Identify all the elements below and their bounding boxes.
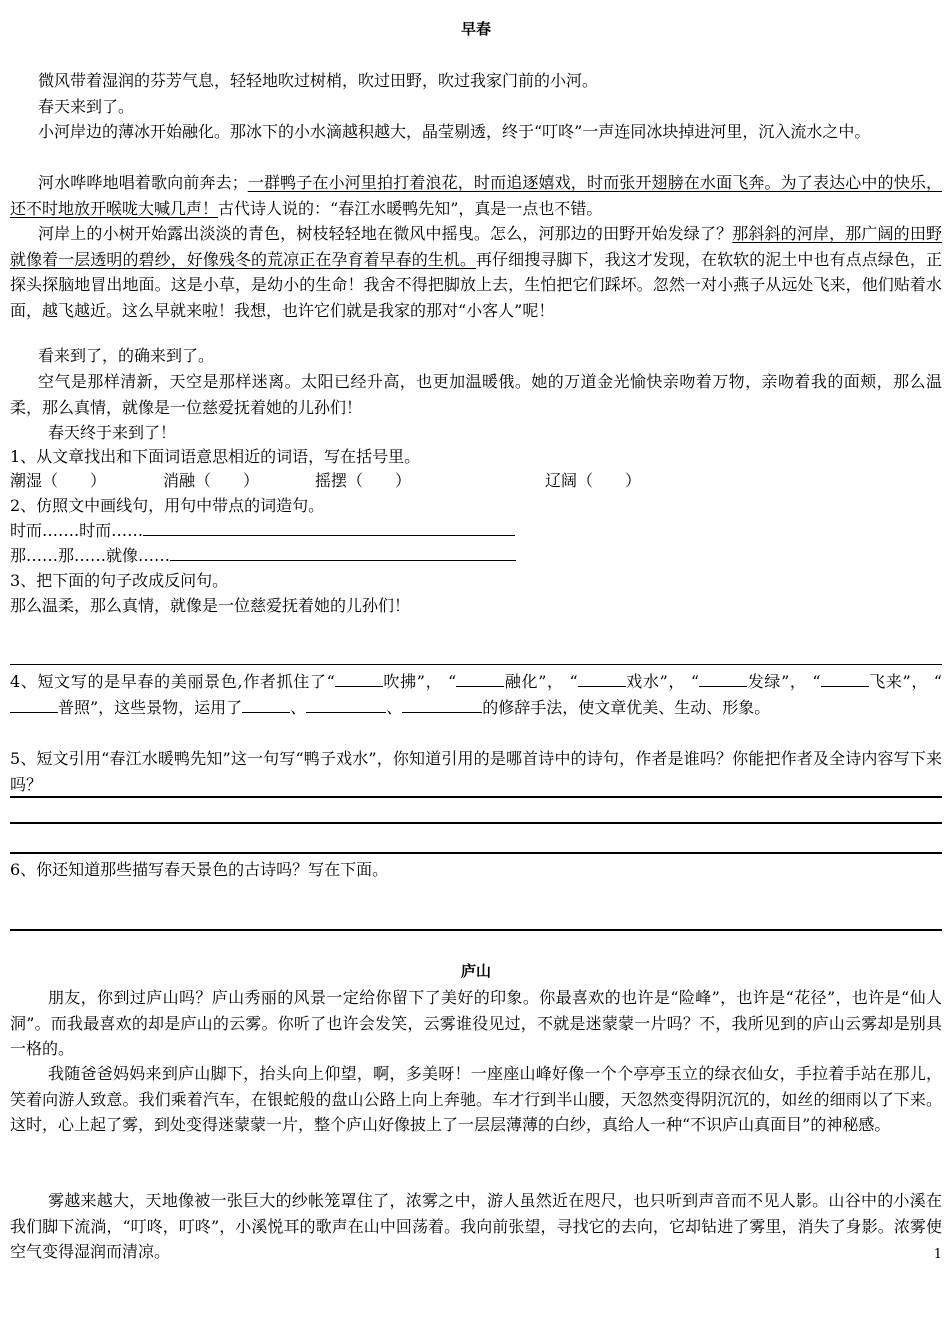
answer-blank[interactable] — [402, 696, 482, 713]
text: 绿”， “ — [764, 672, 821, 691]
paragraph: 我随爸爸妈妈来到庐山脚下，抬头向上仰望，啊，多美呀！一座座山峰好像一个个亭亭玉立的绿衣仙女，手拉着手站在那儿，笑着向游人致意。我们乘着汽车，在银蛇般的盘山公路上向上奔驰。车才行到半山腰，天忽然变得阴沉沉的，如丝的细雨以了下来。这时，心上起了雾，到处变得迷蒙蒙一片，整个庐山好像披上了一层层薄薄的白纱，真给人一种“不识庐山真面目”的神秘感。 — [10, 1064, 942, 1135]
answer-line[interactable] — [10, 796, 942, 798]
prompt: 那……那……就像…… — [10, 546, 171, 565]
text: 再仔细搜寻脚下，我这才发现，在软软的泥土中也有点点绿色，正探头探脑地冒出地面。这是小草，是幼小的生命！我舍不得把脚放上去，生怕把它们踩坏。忽然一对小燕子从远处飞来，他们贴着水面，越飞越近。这么早就来啦！我想，也许它们就是我家的那对“小客人”呢！ — [10, 249, 942, 320]
text: 吹拂”， “ — [382, 672, 457, 691]
question-3: 3、把下面的句子改成反问句。 — [10, 571, 229, 590]
answer-line[interactable] — [10, 852, 942, 854]
text: 普照”，这些景物，运用了 — [58, 697, 243, 717]
answer-blank[interactable] — [578, 670, 626, 687]
answer-line[interactable] — [10, 822, 942, 824]
text: 发 — [747, 672, 765, 691]
article-title-early-spring: 早春 — [460, 20, 491, 38]
text: 融化”， “ — [504, 672, 578, 691]
paragraph: 朋友，你到过庐山吗？庐山秀丽的风景一定给你留下了美好的印象。你最喜欢的也许是“险峰”，也许是“花径”，也许是“仙人洞”。而我最喜欢的却是庐山的云雾。你听了也许会发笑，云雾谁役见过，不就是迷蒙蒙一片吗？不，我所见到的庐山云雾却是别具一格的。 — [10, 988, 942, 1059]
question-4 — [10, 669, 942, 720]
text: 的修辞手法，使 — [482, 697, 595, 717]
word-blank[interactable]: 辽阔（ ） — [545, 471, 642, 490]
question-2-line-b — [10, 543, 942, 568]
prompt: 时而…….时而…… — [10, 521, 144, 540]
paragraph: 雾越来越大，天地像被一张巨大的纱帐笼罩住了，浓雾之中，游人虽然近在咫尺，也只听到声音而不见人影。山谷中的小溪在我们脚下流淌，“叮咚，叮咚”，小溪悦耳的歌声在山中回荡着。我向前张望，寻找它的去向，它却钻进了雾里，消失了身影。浓雾使空气变得湿润而清凉。 — [10, 1191, 942, 1262]
text: 飞来”， “ — [868, 672, 942, 691]
word-blank[interactable]: 摇摆（ ） — [315, 471, 412, 490]
paragraph: 春天来到了。 — [38, 97, 135, 116]
text: 河水哗哗地唱着歌向前奔去； — [38, 173, 248, 192]
question-6: 6、你还知道那些描写春天景色的古诗吗？写在下面。 — [10, 860, 389, 879]
article-title-lushan: 庐山 — [460, 962, 491, 980]
text: 4、短文写的是早春的美丽景色,作者抓住了“ — [10, 672, 335, 691]
paragraph-ducks — [10, 170, 942, 221]
paragraph: 小河岸边的薄冰开始融化。那冰下的小水滴越积越大，晶莹剔透，终于“叮咚”一声连同冰块掉进河里，沉入流水之中。 — [38, 122, 871, 141]
question-1: 1、从文章找出和下面词语意思相近的词语，写在括号里。 — [10, 447, 421, 466]
text: 、 — [386, 697, 403, 717]
answer-blank[interactable] — [335, 670, 383, 687]
answer-blank[interactable] — [143, 519, 515, 536]
answer-blank[interactable] — [821, 670, 869, 687]
answer-blank[interactable] — [699, 670, 747, 687]
question-2: 2、仿照文中画线句，用句中带点的词造句。 — [10, 496, 325, 515]
text: 文章优美、生动、形象。 — [594, 697, 771, 717]
answer-blank[interactable] — [10, 696, 58, 713]
question-5: 5、短文引用“春江水暖鸭先知”这一句写“鸭子戏水”，你知道引用的是哪首诗中的诗句，作者是谁吗？你能把作者及全诗内容写下来吗？ — [10, 749, 942, 794]
answer-line[interactable] — [10, 929, 942, 931]
text: 、 — [290, 697, 307, 717]
paragraph-fields — [10, 221, 942, 323]
question-2-line-a — [10, 518, 942, 543]
question-3-sentence: 那么温柔，那么真情，就像是一位慈爱抚着她的儿孙们！ — [10, 596, 411, 615]
underlined-sentence: 一群鸭子在小河里拍打着浪花，时而追逐嬉戏，时而张开翅膀在水面飞奔。为了表达心中的快乐，还不时地放开喉咙大喊几声！ — [10, 173, 942, 218]
word-blank[interactable]: 消融（ ） — [163, 471, 260, 490]
page-number: 1 — [933, 1247, 942, 1262]
answer-blank[interactable] — [306, 696, 386, 713]
answer-blank[interactable] — [170, 544, 516, 561]
paragraph: 空气是那样清新，天空是那样迷离。太阳已经升高，也更加温暖俄。她的万道金光愉快亲吻着万物，亲吻着我的面颊，那么温柔，那么真情，就像是一位慈爱抚着她的儿孙们！ — [10, 372, 942, 417]
underlined-sentence: 那斜斜的河岸，那广阔的田野就像着一层透明的碧纱，好像残冬的荒凉正在孕育着早春的生机。 — [10, 224, 942, 269]
paragraph: 微风带着湿润的芬芳气息，轻轻地吹过树梢，吹过田野，吹过我家门前的小河。 — [38, 71, 599, 90]
text: 戏水”， “ — [625, 672, 700, 691]
paragraph: 看来到了，的确来到了。 — [38, 346, 215, 365]
answer-blank[interactable] — [242, 696, 290, 713]
text: 古代诗人说的：“春江水暖鸭先知”，真是一点也不错。 — [218, 198, 603, 218]
word-blank[interactable]: 潮湿（ ） — [10, 471, 107, 490]
answer-line[interactable] — [10, 664, 942, 665]
answer-blank[interactable] — [456, 670, 504, 687]
paragraph: 春天终于来到了！ — [48, 423, 177, 442]
text: 河岸上的小树开始露出淡淡的青色，树枝轻轻地在微风中摇曳。怎么，河那边的田野开始发绿了？ — [38, 224, 733, 243]
